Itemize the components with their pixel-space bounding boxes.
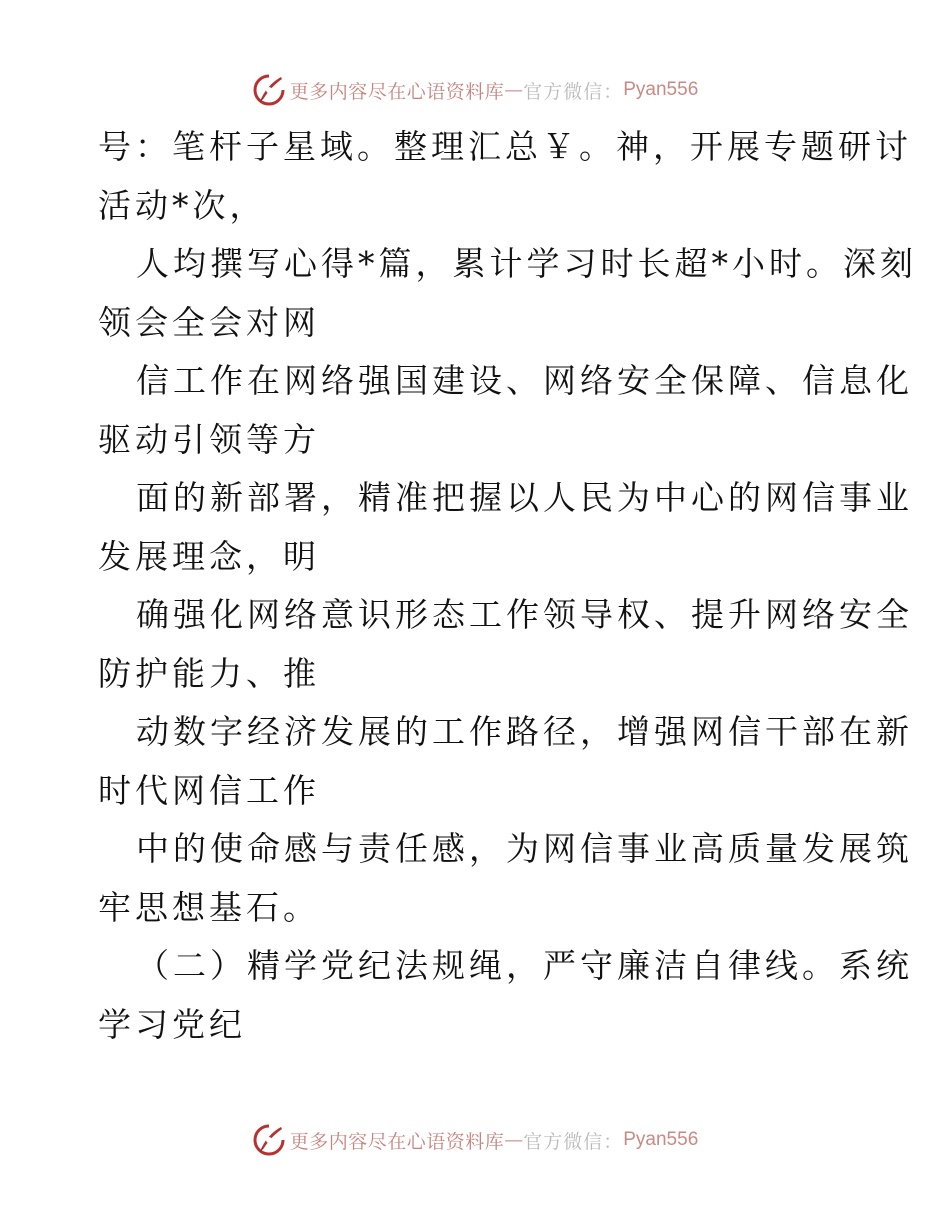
body-line: 牢思想基石。 bbox=[98, 887, 320, 927]
body-line: 发展理念，明 bbox=[98, 536, 320, 576]
footer-promo-text: 更多内容尽在心语资料库 bbox=[289, 1130, 505, 1153]
footer-wechat-id: Pyan556 bbox=[623, 1129, 699, 1150]
footer-wechat-label: 官方微信： bbox=[523, 1130, 624, 1153]
header-banner bbox=[0, 72, 950, 108]
body-line: 领会全会对网 bbox=[98, 302, 320, 342]
body-line: 面的新部署，精准把握以人民为中心的网信事业 bbox=[136, 478, 913, 517]
body-line: 人均撰写心得*篇，累计学习时长超*小时。深刻 bbox=[136, 244, 917, 283]
body-line: 学习党纪 bbox=[98, 1004, 246, 1044]
feather-pen-icon bbox=[252, 1123, 286, 1157]
header-wechat-id: Pyan556 bbox=[623, 79, 699, 100]
body-line: 驱动引领等方 bbox=[98, 419, 320, 459]
body-line: 号：笔杆子星域。整理汇总￥。神，开展专题研讨 bbox=[98, 127, 912, 166]
header-promo-text: 更多内容尽在心语资料库 bbox=[289, 80, 505, 103]
body-line: 时代网信工作 bbox=[98, 770, 320, 810]
header-wechat-label: 官方微信： bbox=[523, 80, 624, 103]
section-heading-line: （二）精学党纪法规绳，严守廉洁自律线。系统 bbox=[136, 946, 913, 985]
document-body bbox=[98, 118, 917, 1054]
footer-separator: — bbox=[504, 1129, 524, 1151]
body-line: 动数字经济发展的工作路径，增强网信干部在新 bbox=[136, 712, 913, 751]
body-line: 防护能力、推 bbox=[98, 653, 320, 693]
feather-pen-icon bbox=[252, 73, 286, 107]
body-line: 确强化网络意识形态工作领导权、提升网络安全 bbox=[136, 595, 913, 634]
body-line: 活动*次， bbox=[98, 185, 267, 225]
footer-banner bbox=[0, 1122, 950, 1158]
body-line: 信工作在网络强国建设、网络安全保障、信息化 bbox=[136, 361, 913, 400]
header-separator: — bbox=[504, 79, 524, 101]
body-line: 中的使命感与责任感，为网信事业高质量发展筑 bbox=[136, 829, 913, 868]
